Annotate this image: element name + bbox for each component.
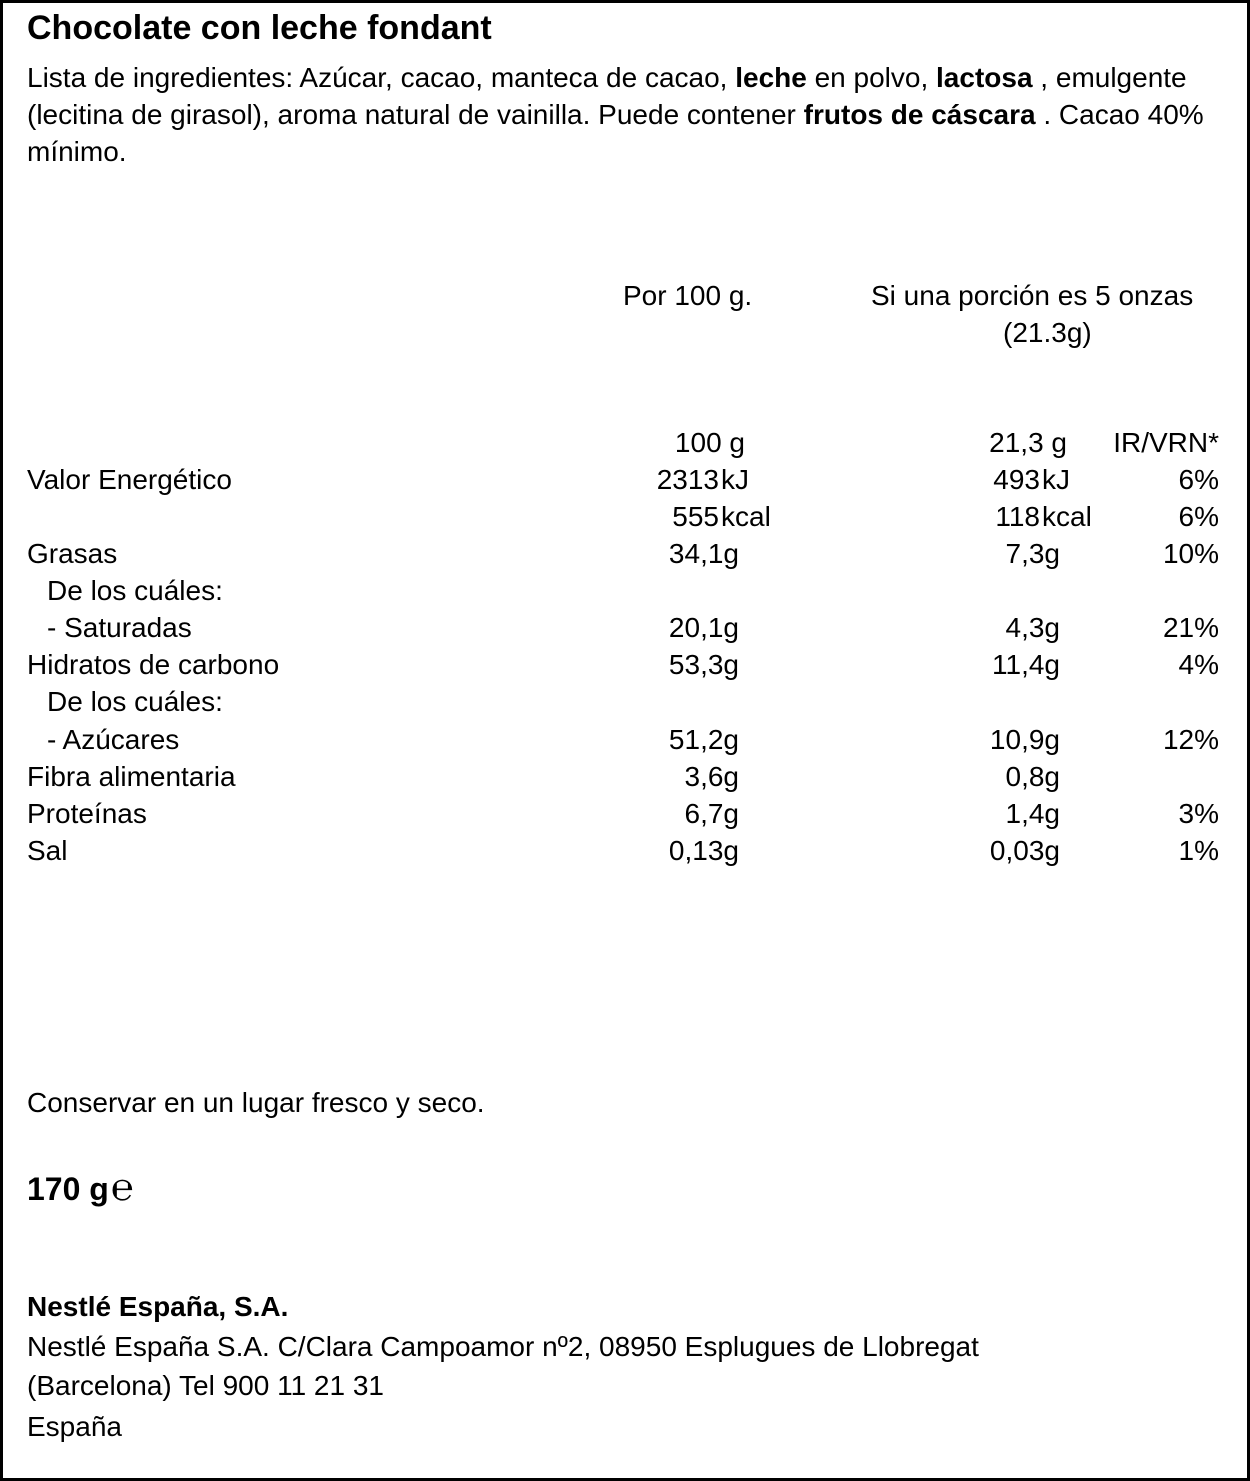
energy-kj-ir: 6% [1178,464,1219,495]
fibre-portion: 0,8g [1005,761,1060,792]
estimated-sign-icon: ℮ [110,1165,134,1209]
header-per-100: Por 100 g. [623,280,753,311]
net-weight [27,1165,134,1209]
col-header-100g: 100 g [674,427,745,458]
sugars-portion: 10,9g [989,724,1060,755]
col-header-portion: 21,3 g [989,427,1067,458]
unit-kj-portion: kJ [1042,464,1070,495]
row-label-protein: Proteínas [27,798,147,829]
salt-100g: 0,13g [668,835,739,866]
row-label-energy: Valor Energético [27,464,232,495]
allergen-leche: leche [735,62,807,93]
unit-kcal-portion: kcal [1042,501,1092,532]
unit-kj-100g: kJ [721,464,749,495]
carbohydrates-100g: 53,3g [668,649,739,680]
energy-kj-100g: 2313 [656,464,719,495]
net-weight-value: 170 g [27,1171,109,1207]
ingredients-text-2: en polvo, [806,62,937,93]
saturates-portion: 4,3g [1005,612,1060,643]
company-address-line2: (Barcelona) Tel 900 11 21 31 [27,1370,384,1401]
ingredients-text-1: Lista de ingredientes: Azúcar, cacao, manteca de cacao, [27,62,736,93]
row-label-sugars: - Azúcares [47,724,180,755]
product-title: Chocolate con leche fondant [27,9,492,47]
unit-kcal-100g: kcal [721,501,771,532]
energy-kcal-portion: 118 [995,501,1040,532]
saturates-ir: 21% [1162,612,1219,643]
company-name: Nestlé España, S.A. [27,1291,289,1322]
row-label-fat: Grasas [27,538,118,569]
protein-100g: 6,7g [684,798,739,829]
saturates-100g: 20,1g [668,612,739,643]
sugars-100g: 51,2g [668,724,739,755]
salt-portion: 0,03g [989,835,1060,866]
row-label-carbs-of-which: De los cuáles: [47,686,223,717]
storage-instructions: Conservar en un lugar fresco y seco. [27,1087,485,1118]
row-label-fat-of-which: De los cuáles: [47,575,223,606]
energy-kj-portion: 493 [993,464,1040,495]
row-label-carbohydrates: Hidratos de carbono [27,649,280,680]
header-portion-line1: Si una porción es 5 onzas [871,280,1194,311]
company-country: España [27,1411,122,1442]
company-address-line1: Nestlé España S.A. C/Clara Campoamor nº2, 08950 Esplugues de Llobregat [27,1331,979,1362]
header-portion-line2: (21.3g) [1003,317,1092,348]
ingredients-text-4: . Cacao 40% mínimo. [27,99,1204,167]
protein-ir: 3% [1178,798,1219,829]
col-header-ir-vrn: IR/VRN* [1113,427,1219,458]
ingredients-list [27,59,1227,170]
allergen-frutos-de-cascara: frutos de cáscara [803,99,1036,130]
energy-kcal-100g: 555 [672,501,719,532]
fat-ir: 10% [1162,538,1219,569]
fibre-100g: 3,6g [684,761,739,792]
row-label-fibre: Fibra alimentaria [27,761,236,792]
salt-ir: 1% [1178,835,1219,866]
fat-portion: 7,3g [1005,538,1060,569]
row-label-salt: Sal [27,835,68,866]
sugars-ir: 12% [1162,724,1219,755]
ingredients-text-3: , emulgente (lecitina de girasol), aroma natural de vainilla. Puede contener [27,62,1187,130]
row-label-saturates: - Saturadas [47,612,192,643]
fat-100g: 34,1g [668,538,739,569]
protein-portion: 1,4g [1005,798,1060,829]
carbohydrates-portion: 11,4g [992,649,1060,680]
carbohydrates-ir: 4% [1178,649,1219,680]
allergen-lactosa: lactosa [936,62,1033,93]
energy-kcal-ir: 6% [1178,501,1219,532]
